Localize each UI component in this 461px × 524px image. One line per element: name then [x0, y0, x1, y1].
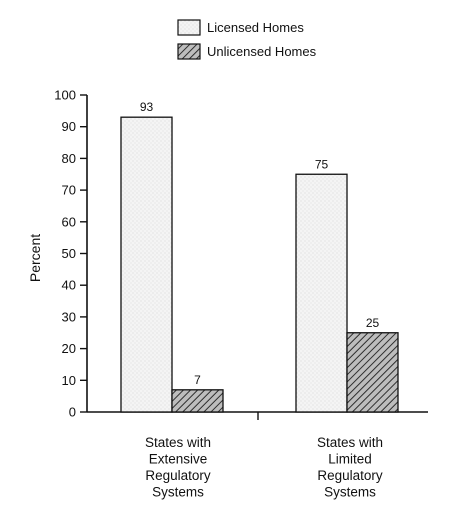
legend — [178, 20, 317, 59]
y-tick-label: 0 — [68, 404, 76, 420]
category-label-line: States with — [144, 435, 212, 450]
category-label-line: Regulatory — [317, 468, 383, 483]
category-label-line: Systems — [152, 484, 204, 500]
unlicensed-bar — [347, 333, 398, 412]
y-tick-label: 10 — [61, 372, 76, 388]
legend-swatch-licensed — [178, 20, 200, 35]
licensed-bar — [296, 174, 347, 412]
category-label-line: Extensive — [148, 451, 208, 467]
bar-value-label: 75 — [314, 157, 329, 172]
y-tick-label: 30 — [61, 309, 76, 325]
category-label-line: States with — [316, 435, 384, 450]
category-label — [317, 435, 383, 500]
legend-label: Licensed Homes — [207, 20, 304, 35]
licensed-bar — [121, 117, 172, 412]
y-tick-label: 20 — [61, 341, 76, 357]
y-axis-title: Percent — [27, 233, 43, 283]
y-tick-label: 50 — [61, 246, 76, 261]
y-tick-label: 80 — [61, 150, 76, 166]
legend-swatch-unlicensed — [178, 44, 200, 59]
x-axis — [87, 412, 428, 420]
category-label-line: Regulatory — [145, 468, 211, 483]
bar-value-label: 25 — [365, 315, 380, 330]
category-labels — [145, 435, 383, 500]
legend-label: Unlicensed Homes — [207, 44, 317, 59]
bar-value-label: 93 — [139, 100, 154, 115]
y-tick-label: 90 — [61, 119, 76, 135]
unlicensed-bar — [172, 390, 223, 412]
y-tick-label: 60 — [61, 214, 76, 230]
y-axis — [54, 88, 87, 420]
y-tick-label: 40 — [61, 277, 76, 293]
bars — [121, 117, 398, 412]
y-tick-label: 70 — [61, 182, 76, 198]
y-tick-label: 100 — [54, 87, 76, 103]
category-label-line: Systems — [324, 484, 376, 500]
category-label — [145, 435, 211, 500]
bar-value-label: 7 — [194, 372, 201, 387]
category-label-line: Limited — [328, 451, 372, 467]
